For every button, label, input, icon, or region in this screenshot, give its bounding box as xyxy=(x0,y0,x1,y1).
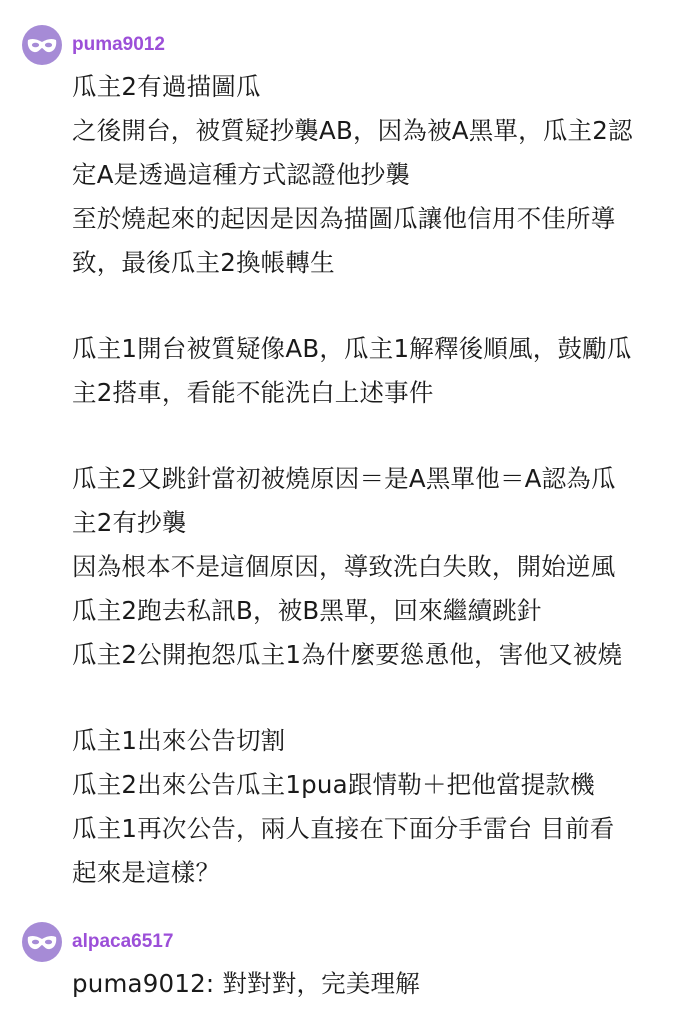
comment-line: 瓜主2有過描圖瓜 xyxy=(72,72,261,101)
username[interactable]: alpaca6517 xyxy=(72,931,174,952)
comment-line: 主2有抄襲 xyxy=(72,508,187,537)
avatar[interactable] xyxy=(22,25,62,65)
comment-line: 瓜主2跑去私訊B，被B黑單，回來繼續跳針 xyxy=(72,596,542,625)
comment-line: 瓜主2公開抱怨瓜主1為什麼要慫恿他，害他又被燒 xyxy=(72,640,623,669)
comment-line: 起來是這樣？ xyxy=(72,858,221,887)
comment-line-blank xyxy=(72,415,672,457)
comment-line: 至於燒起來的起因是因為描圖瓜讓他信用不佳所導 xyxy=(72,204,616,233)
masquerade-mask-icon xyxy=(22,922,62,962)
comment-line: 之後開台，被質疑抄襲AB，因為被A黑單，瓜主2認 xyxy=(72,116,633,145)
comment-line: 瓜主2又跳針當初被燒原因＝是A黑單他＝A認為瓜 xyxy=(72,464,616,493)
comment-line: puma9012: 對對對，完美理解 xyxy=(72,969,420,998)
comment-header xyxy=(0,922,687,962)
comment-line: 因為根本不是這個原因，導致洗白失敗，開始逆風 xyxy=(72,552,616,581)
comment-text xyxy=(72,65,672,895)
username[interactable]: puma9012 xyxy=(72,34,165,55)
comment-text xyxy=(72,962,672,1006)
masquerade-mask-icon xyxy=(22,25,62,65)
comment-line: 致，最後瓜主2換帳轉生 xyxy=(72,248,335,277)
comment-line: 瓜主1開台被質疑像AB，瓜主1解釋後順風，鼓勵瓜 xyxy=(72,334,632,363)
comment-line: 瓜主1再次公告，兩人直接在下面分手雷台 目前看 xyxy=(72,814,615,843)
avatar[interactable] xyxy=(22,922,62,962)
comment-line: 定A是透過這種方式認證他抄襲 xyxy=(72,160,411,189)
comment-puma9012 xyxy=(0,25,687,895)
comment-line: 瓜主2出來公告瓜主1pua跟情勒＋把他當提款機 xyxy=(72,770,595,799)
comment-header xyxy=(0,25,687,65)
comment-line-blank xyxy=(72,285,672,327)
comment-line: 瓜主1出來公告切割 xyxy=(72,726,286,755)
comment-line-blank xyxy=(72,677,672,719)
comment-line: 主2搭車，看能不能洗白上述事件 xyxy=(72,378,434,407)
comment-alpaca6517 xyxy=(0,922,687,1006)
